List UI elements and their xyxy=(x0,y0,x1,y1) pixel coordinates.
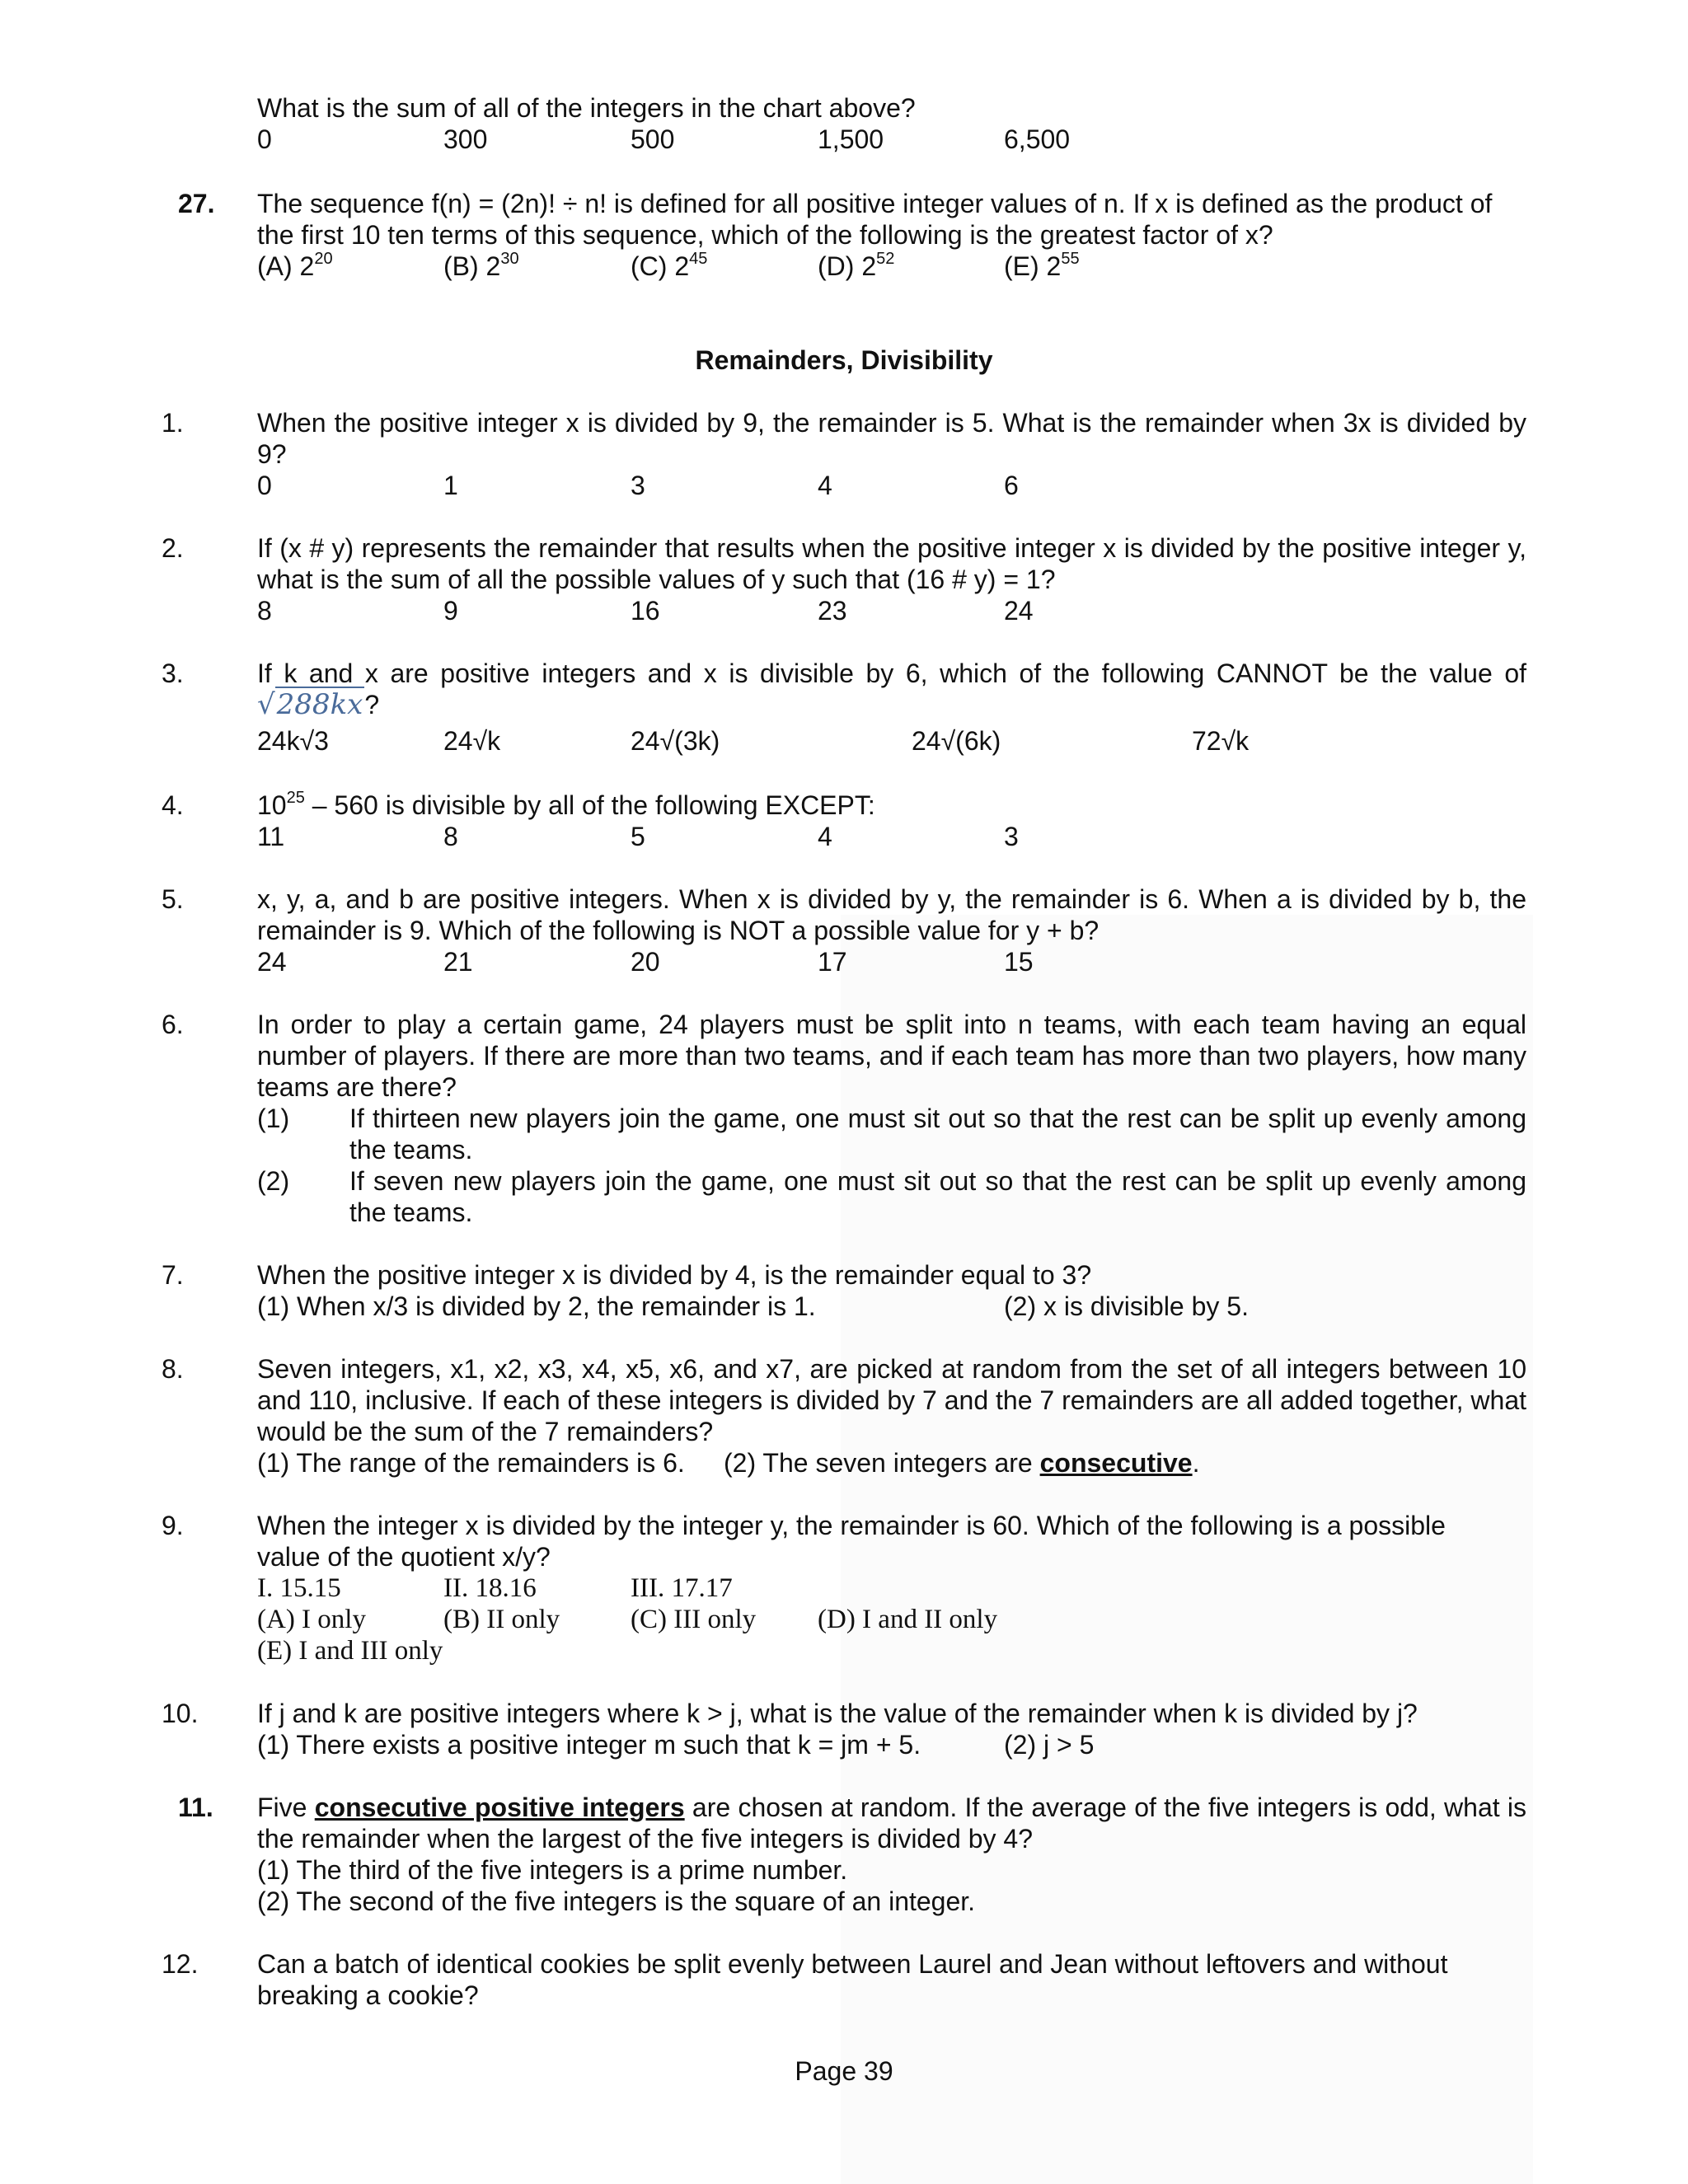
statement-2: (2) The seven integers are consecutive. xyxy=(724,1448,1200,1478)
roman-option: II. 18.16 xyxy=(443,1573,537,1603)
answer-option: 5 xyxy=(631,822,645,851)
question-text: Five consecutive positive integers are chosen at random. If the average of the five integers is odd, what is the remainder when the largest of the five integers is divided by 4? xyxy=(257,1793,1527,1854)
roman-option: III. 17.17 xyxy=(631,1573,733,1603)
answer-option: 4 xyxy=(818,822,832,851)
question-number: 5. xyxy=(162,884,184,914)
answer-option-a: (A) I only xyxy=(257,1605,366,1634)
question-text: $10^{25} - 560$ is divisible by all of the following EXCEPT: xyxy=(257,789,875,820)
question-number: 7. xyxy=(162,1260,184,1290)
question-text: Seven integers, x1, x2, x3, x4, x5, x6, and x7, are picked at random from the set of all integers between 10 and 110, inclusive. If each of these integers is divided by 7 and the 7 remainders are all added together, what would be the sum of the 7 remainders? xyxy=(257,1354,1526,1446)
question-text: When the positive integer x is divided by 4, is the remainder equal to 3? xyxy=(257,1260,1092,1290)
statement-1: (1) When x/3 is divided by 2, the remainder is 1. xyxy=(257,1291,816,1321)
answer-option: 6 xyxy=(1004,471,1019,500)
statement-1: (1) The range of the remainders is 6. xyxy=(257,1448,685,1478)
question-text: In order to play a certain game, 24 players must be split into n teams, with each team having an equal number of players. If there are more than two teams, and if each team has more than two players, how many teams are there? xyxy=(257,1010,1526,1102)
question-number: 2. xyxy=(162,533,184,563)
question-number: 10. xyxy=(162,1699,199,1728)
answer-option: 15 xyxy=(1004,947,1034,977)
answer-option: 72√k xyxy=(1192,726,1250,756)
statement-2: (2) x is divisible by 5. xyxy=(1004,1291,1249,1321)
answer-option: 0 xyxy=(257,124,272,154)
roman-option: I. 15.15 xyxy=(257,1573,341,1603)
answer-option: 24√k xyxy=(443,726,501,756)
question-number: 11. xyxy=(178,1793,213,1822)
question-number: 9. xyxy=(162,1511,184,1540)
answer-option: 3 xyxy=(631,471,645,500)
answer-option: 9 xyxy=(443,596,458,626)
question-text: x, y, a, and b are positive integers. When x is divided by y, the remainder is 6. When a is divided by b, the remainder is 9. Which of the following is NOT a possible value for y + b? xyxy=(257,884,1526,945)
answer-option: 4 xyxy=(818,471,832,500)
question-number: 8. xyxy=(162,1354,184,1384)
question-text: If j and k are positive integers where k > j, what is the value of the remainder when k is divided by j? xyxy=(257,1699,1418,1728)
question-text-line1: When the integer x is divided by the integer y, the remainder is 60. Which of the following is a possible xyxy=(257,1511,1446,1540)
answer-option: 16 xyxy=(631,596,660,626)
answer-option: 23 xyxy=(818,596,847,626)
statement-2: (2) The second of the five integers is the square of an integer. xyxy=(257,1886,976,1916)
answer-option-b: (B) $2^{30}$ xyxy=(443,250,519,281)
statement-2: (2) j > 5 xyxy=(1004,1730,1095,1760)
answer-option-c: (C) III only xyxy=(631,1605,757,1634)
question-text-line2: value of the quotient x/y? xyxy=(257,1542,551,1572)
radical-image: √288kx xyxy=(257,688,363,721)
statement-1: (1) The third of the five integers is a prime number. xyxy=(257,1855,848,1885)
answer-option: 24 xyxy=(257,947,287,977)
question-text-line2: the first 10 ten terms of this sequence, which of the following is the greatest factor of x? xyxy=(257,220,1273,250)
answer-option-c: (C) $2^{45}$ xyxy=(631,250,708,281)
question-number: 4. xyxy=(162,790,184,820)
answer-option: 21 xyxy=(443,947,473,977)
question-text: When the positive integer x is divided by 9, the remainder is 5. What is the remainder when 3x is divided by 9? xyxy=(257,408,1526,469)
answer-option: 17 xyxy=(818,947,847,977)
answer-option: 0 xyxy=(257,471,272,500)
radical-expression: √288kx? xyxy=(257,688,380,721)
question-number: 3. xyxy=(162,658,184,688)
term-link[interactable]: consecutive xyxy=(1039,1448,1193,1478)
question-number: 12. xyxy=(162,1949,199,1979)
answer-option: 8 xyxy=(443,822,458,851)
answer-option: 1 xyxy=(443,471,458,500)
answer-option-a: (A) $2^{20}$ xyxy=(257,250,333,281)
answer-option: 20 xyxy=(631,947,660,977)
page-number: Page 39 xyxy=(795,2056,893,2086)
answer-option: 24 xyxy=(1004,596,1034,626)
term-link[interactable]: consecutive positive integers xyxy=(314,1793,685,1822)
question-number: 1. xyxy=(162,408,184,438)
answer-option-d: (D) I and II only xyxy=(818,1605,998,1634)
answer-option-b: (B) II only xyxy=(443,1605,560,1634)
question-text: If (x # y) represents the remainder that results when the positive integer x is divided by the positive integer y, what is the sum of all the possible values of y such that (16 # y) = 1? xyxy=(257,533,1526,594)
question-text: Can a batch of identical cookies be split evenly between Laurel and Jean without leftovers and without breaking a cookie? xyxy=(257,1949,1448,2010)
question-number: 27. xyxy=(178,189,215,218)
answer-option-e: (E) I and III only xyxy=(257,1636,443,1666)
answer-option-d: (D) $2^{52}$ xyxy=(818,250,895,281)
answer-option-e: (E) $2^{55}$ xyxy=(1004,250,1080,281)
answer-option: 8 xyxy=(257,596,272,626)
answer-option: 11 xyxy=(257,822,285,851)
answer-option: 1,500 xyxy=(818,124,884,154)
question-text-line1: The sequence f(n) = (2n)! ÷ n! is defined for all positive integer values of n. If x is defined as the product of xyxy=(257,189,1493,218)
answer-option: 300 xyxy=(443,124,488,154)
answer-option: 500 xyxy=(631,124,675,154)
answer-option: 6,500 xyxy=(1004,124,1071,154)
answer-option: 24k√3 xyxy=(257,726,329,756)
question-number: 6. xyxy=(162,1010,184,1039)
question-text: What is the sum of all of the integers in the chart above? xyxy=(257,93,916,123)
answer-option: 3 xyxy=(1004,822,1019,851)
question-text: If k and x are positive integers and x is divisible by 6, which of the following CANNOT be the value of xyxy=(257,658,1526,688)
statement-1: (1) There exists a positive integer m such that k = jm + 5. xyxy=(257,1730,921,1760)
answer-option: 24√(3k) xyxy=(631,726,720,756)
section-heading: Remainders, Divisibility xyxy=(695,345,993,375)
answer-option: 24√(6k) xyxy=(912,726,1001,756)
